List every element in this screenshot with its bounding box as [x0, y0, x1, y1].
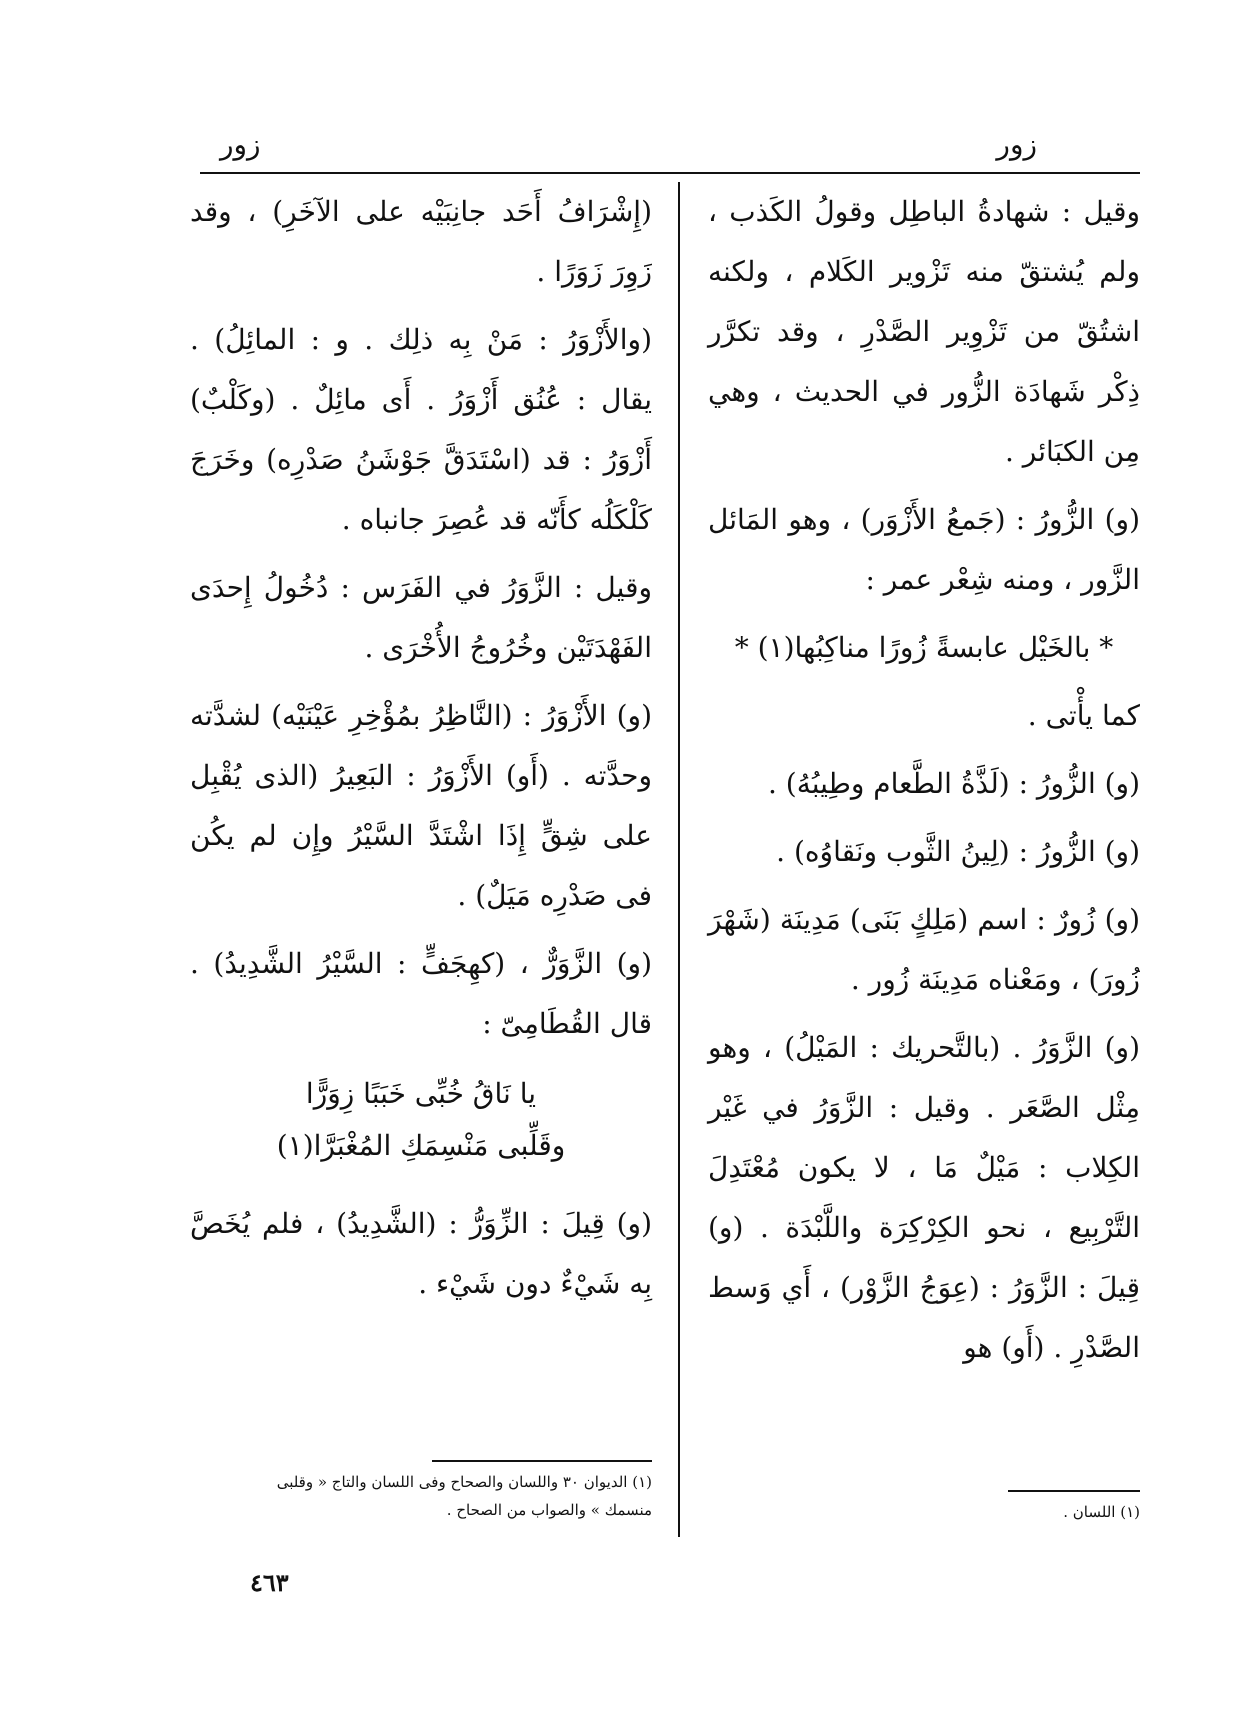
paragraph: كما يأْتى . [1027, 699, 1140, 732]
paragraph: (والأَزْوَرُ : مَنْ بِه ذلِك . و : المائِلُ) . يقال : عُنُق أَزْوَرُ . أَى مائِلٌ . (وكَلْبٌ) أَزْوَرُ : قد (اسْتَدَقَّ جَوْشَنُ صَدْرِه) وخَرَجَ كَلْكَلُه كأَنّه قد عُصِرَ جانباه . [190, 323, 652, 536]
header-rule [200, 172, 1140, 174]
verse-line: وقَلِّبى مَنْسِمَكِ المُغْبَرَّا(١) [276, 1129, 566, 1162]
page-number: ٤٦٣ [250, 1568, 289, 1597]
paragraph: (و) الزَّوَرُ . (بالتَّحريك : المَيْلُ) ، وهو مِثْل الصَّعَر . وقيل : الزَّوَرُ في غَيْر الكِلاب : مَيْلٌ مَا ، لا يكون مُعْتَدِلَ التَّرْبِيع ، نحو الكِرْكِرَة واللَّبْدَة . (و) قِيلَ : الزَّوَرُ : (عِوَجُ الزَّوْر) ، أَي وَسط الصَّدْرِ . (أَو) هو [708, 1031, 1140, 1364]
paragraph: وقيل : شهادةُ الباطِل وقولُ الكَذب ، ولم يُشتقّ منه تَزْوير الكَلام ، ولكنه اشتُقّ من تَزْوِير الصَّدْرِ ، وقد تكرَّر ذِكْر شَهادَة الزُّور في الحديث ، وهي مِن الكبَائر . [708, 195, 1140, 468]
footnote-rule-right [1008, 1490, 1140, 1492]
footnote-right: (١) اللسان . [1063, 1503, 1140, 1521]
running-header-right: زور [996, 128, 1037, 161]
poetry-line: * بالخَيْل عابسةً زُورًا مناكِبُها(١) * [734, 631, 1114, 664]
column-divider [678, 182, 680, 1537]
paragraph: (و) قِيلَ : الزِّوَرُّ : (الشَّدِيدُ) ، فلم يُخَصَّ بِه شَيْءٌ دون شَيْء . [190, 1207, 652, 1300]
verse-line: يا نَاقُ خُبِّى خَبَبًا زِوَرًّا [305, 1077, 537, 1110]
paragraph: (و) الأَزْوَرُ : (النَّاظِرُ بمُؤْخِرِ عَيْنَيْه) لشدَّته وحدَّته . (أَو) الأَزْوَرُ : البَعِيرُ (الذى يُقْبِل على شِقٍّ إِذَا اشْتَدَّ السَّيْرُ وإِن لم يكُن فى صَدْرِه مَيَلٌ) . [190, 699, 652, 912]
paragraph: وقيل : الزَّوَرُ في الفَرَس : دُخُولُ إِحدَى الفَهْدَتَيْن وخُرُوجُ الأُخْرَى . [190, 571, 652, 664]
verse-block [190, 1068, 652, 1172]
footnote-rule-left [432, 1460, 652, 1462]
paragraph: (و) الزُّورُ : (لَذَّةُ الطَّعام وطِيبُهُ) . [767, 767, 1140, 800]
left-column [190, 182, 652, 1322]
paragraph: (و) زُورٌ : اسم (مَلِكٍ بَنَى) مَدِينَة (شَهْرَ زُورَ) ، ومَعْناه مَدِينَة زُور . [708, 903, 1140, 996]
paragraph: (إِشْرَافُ أَحَد جانِبَيْه على الآخَرِ) ، وقد زَوِرَ زَوَرًا . [190, 195, 652, 288]
right-column [708, 182, 1140, 1386]
paragraph: (و) الزَّوَرٌّ ، (كهِجَفٍّ : السَّيْرُ الشَّدِيدُ) . قال القُطَامِىّ : [190, 947, 652, 1040]
running-header-left: زور [220, 128, 261, 161]
paragraph: (و) الزُّورُ : (لِينُ الثَّوب ونَقاوُه) . [776, 835, 1140, 868]
paragraph: (و) الزُّورُ : (جَمعُ الأَزْوَر) ، وهو المَائل الزَّور ، ومنه شِعْر عمر : [708, 503, 1140, 596]
footnote-left: (١) الديوان ٣٠ واللسان والصحاح وفى اللسان والتاج « وقلبى منسمك » والصواب من الصحاح . [276, 1473, 652, 1519]
